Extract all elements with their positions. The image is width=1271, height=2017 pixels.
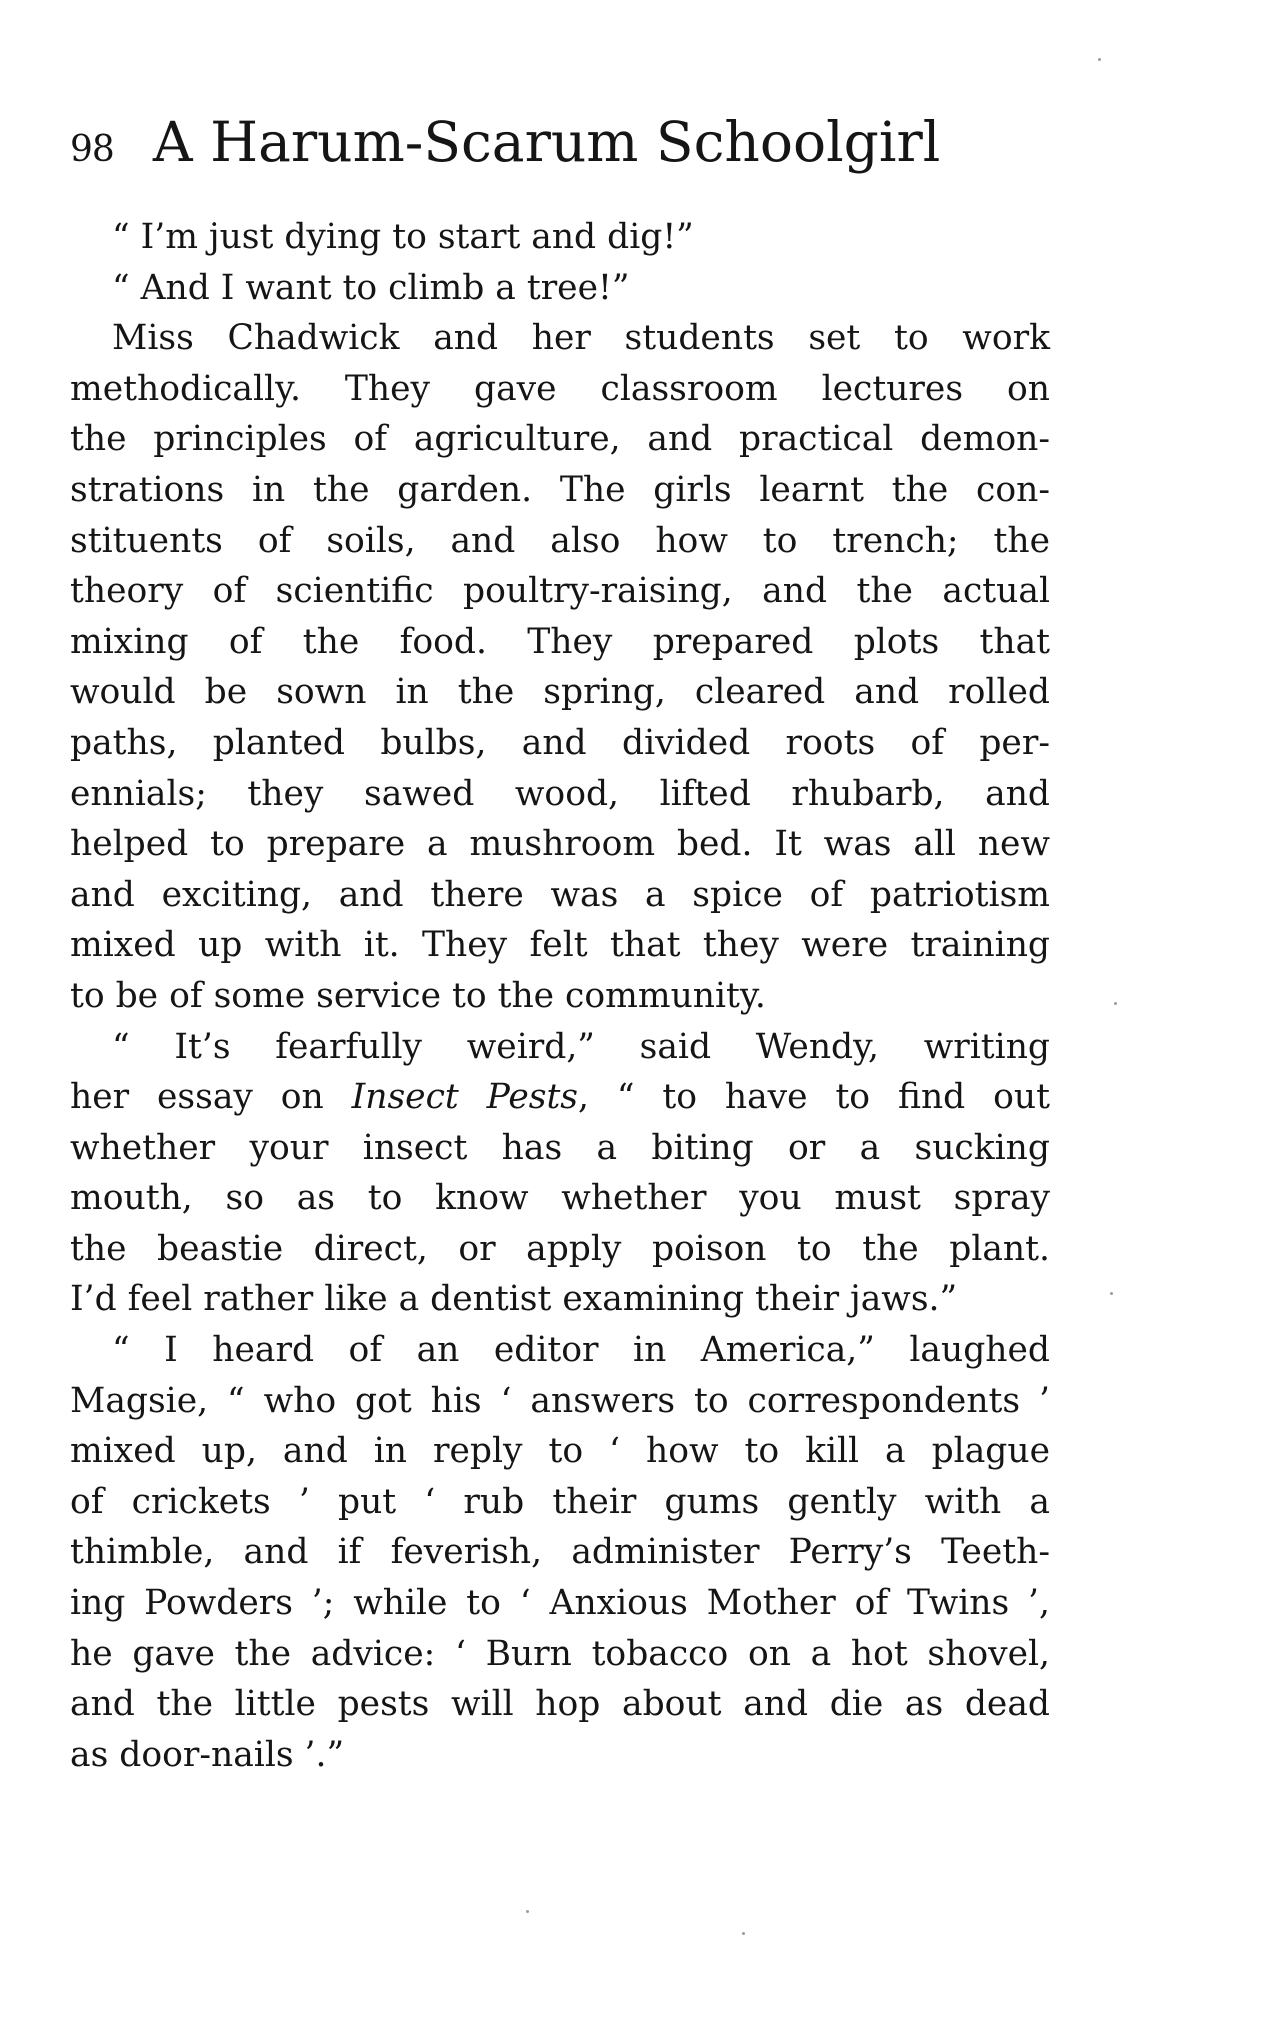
- text-line: and exciting, and there was a spice of patriotism: [70, 874, 1050, 915]
- text-line: of crickets ’ put ‘ rub their gums gently with a: [70, 1481, 1050, 1522]
- print-speck: [1114, 1002, 1117, 1005]
- body-text: [70, 212, 1050, 1780]
- text-line: whether your insect has a biting or a sucking: [70, 1127, 1050, 1168]
- running-header: [70, 110, 1080, 180]
- text-line: “ It’s fearfully weird,” said Wendy, writing: [112, 1026, 1050, 1067]
- text-line: strations in the garden. The girls learnt the con-: [70, 469, 1050, 510]
- text-line: “ I heard of an editor in America,” laughed: [112, 1330, 1050, 1371]
- print-speck: [1098, 58, 1101, 61]
- text-line: “ I’m just dying to start and dig!”: [112, 217, 694, 257]
- text-line: paths, planted bulbs, and divided roots of per-: [70, 722, 1050, 763]
- text-line: would be sown in the spring, cleared and rolled: [70, 672, 1050, 713]
- text-line: he gave the advice: ‘ Burn tobacco on a hot shovel,: [70, 1633, 1050, 1674]
- text-line: and the little pests will hop about and die as dead: [70, 1684, 1050, 1725]
- page-number: 98: [70, 129, 114, 170]
- text-line: mixed up, and in reply to ‘ how to kill a plague: [70, 1431, 1050, 1472]
- text-line: [70, 1072, 1050, 1123]
- text-line: “ And I want to climb a tree!”: [112, 267, 630, 308]
- text-line: theory of scientific poultry-raising, and the actual: [70, 571, 1050, 612]
- text-line: stituents of soils, and also how to trench; the: [70, 520, 1050, 561]
- text-line: the principles of agriculture, and practical demon-: [70, 419, 1050, 460]
- print-speck: [742, 1932, 745, 1935]
- text-line: the beastie direct, or apply poison to the plant.: [70, 1228, 1050, 1269]
- text-line: helped to prepare a mushroom bed. It was all new: [70, 824, 1050, 865]
- text-line: mixed up with it. They felt that they were training: [70, 925, 1050, 966]
- text-line: methodically. They gave classroom lectures on: [70, 368, 1050, 409]
- text-line: to be of some service to the community.: [70, 975, 766, 1016]
- text-line: mixing of the food. They prepared plots that: [70, 621, 1050, 662]
- italic-title: Insect Pests: [351, 1077, 579, 1118]
- text-segment: her essay on: [70, 1077, 352, 1118]
- text-line: I’d feel rather like a dentist examining their jaws.”: [70, 1279, 958, 1320]
- text-line: ing Powders ’; while to ‘ Anxious Mother of Twins ’,: [70, 1583, 1050, 1624]
- print-speck: [526, 1910, 529, 1913]
- running-title: A Harum-Scarum Schoolgirl: [152, 110, 941, 174]
- text-line: mouth, so as to know whether you must spray: [70, 1178, 1050, 1219]
- text-line: thimble, and if feverish, administer Perry’s Teeth-: [70, 1532, 1050, 1573]
- print-speck: [1110, 1292, 1113, 1295]
- text-line: Miss Chadwick and her students set to work: [112, 318, 1050, 359]
- text-line: ennials; they sawed wood, lifted rhubarb, and: [70, 773, 1050, 814]
- text-line: Magsie, “ who got his ‘ answers to correspondents ’: [70, 1380, 1050, 1421]
- text-line: as door-nails ’.”: [70, 1734, 345, 1775]
- text-segment: , “ to have to find out: [578, 1077, 1050, 1118]
